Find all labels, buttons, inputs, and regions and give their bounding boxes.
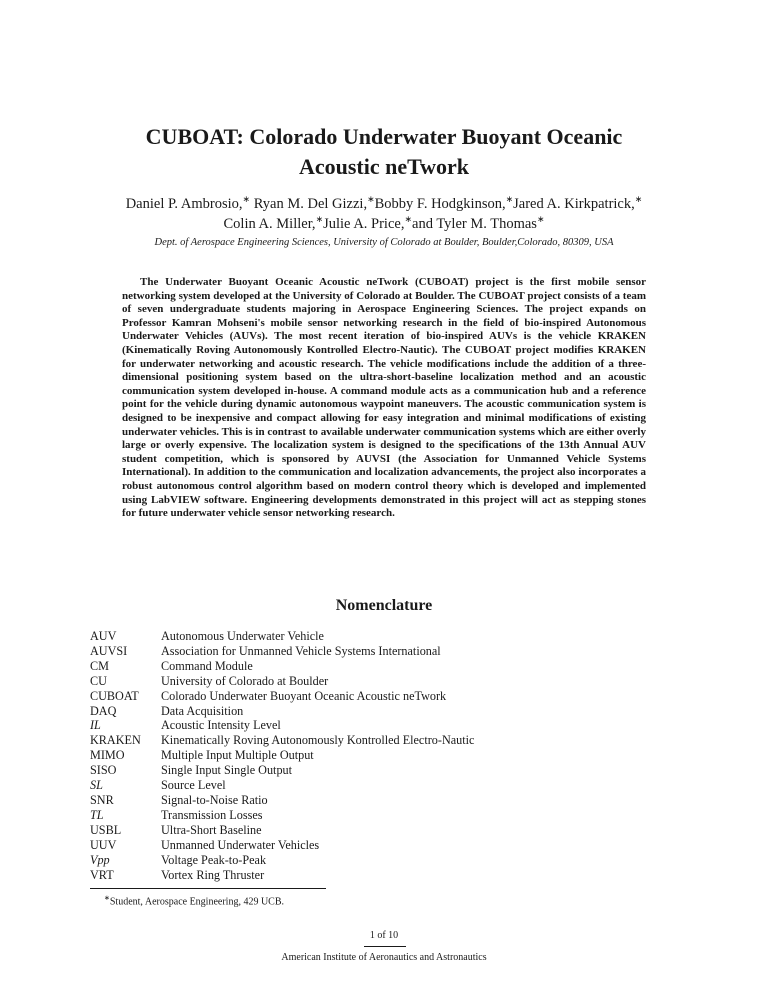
nomenclature-definition: Kinematically Roving Autonomously Kontrolled Electro-Nautic bbox=[161, 733, 475, 748]
abstract: The Underwater Buoyant Oceanic Acoustic neTwork (CUBOAT) project is the first mobile sensor networking system developed at the University of Colorado at Boulder. The CUBOAT project consists of a team of seven undergraduate students majoring in Aerospace Engineering Sciences. The project expands on Professor Kamran Mohseni's mobile sensor networking research in the field of bio-inspired Autonomous Underwater Vehicles (AUVs). The most recent iteration of bio-inspired AUVs is the vehicle KRAKEN (Kinematically Roving Autonomously Kontrolled Electro-Nautic). The CUBOAT project modifies KRAKEN for underwater networking and acoustic research. The vehicle modifications include the addition of a three-dimensional positioning system based on the ultra-short-baseline localization method and an acoustic communication system developed in-house. A command module acts as a communication hub and a reference point for the vehicle during dynamic autonomous waypoint maneuvers. The acoustic communication system is designed to be inexpensive and compact allowing for easy integration and minimal modifications of existing underwater vehicles. This is in contrast to available underwater communication systems which are either overly large or overly expensive. The localization system is designed to the specifications of the 13th Annual AUV student competition, which is sponsored by AUVSI (the Association for Unmanned Vehicle Systems International). In addition to the communication and localization advancements, the project also incorporates a robust autonomous control algorithm based on modern control theory which is developed and implemented using LabVIEW software. Engineering developments demonstrated in this project will act as stepping stones for future underwater vehicle sensor networking research. bbox=[122, 276, 646, 520]
author-footnote-mark: ∗ bbox=[634, 194, 643, 205]
nomenclature-row bbox=[90, 704, 690, 719]
author-name: and Tyler M. Thomas bbox=[412, 216, 537, 232]
footnote-mark: ∗ bbox=[104, 894, 110, 902]
nomenclature-definition: Source Level bbox=[161, 778, 226, 793]
nomenclature-definition: Ultra-Short Baseline bbox=[161, 822, 262, 837]
author-name: Colin A. Miller, bbox=[223, 216, 316, 232]
nomenclature-abbr: CUBOAT bbox=[90, 688, 139, 703]
nomenclature-row bbox=[90, 853, 690, 868]
nomenclature-definition: Signal-to-Noise Ratio bbox=[161, 792, 268, 807]
nomenclature-definition: Data Acquisition bbox=[161, 703, 244, 718]
nomenclature-row bbox=[90, 793, 690, 808]
nomenclature-row bbox=[90, 674, 690, 689]
nomenclature-definition: Unmanned Underwater Vehicles bbox=[161, 837, 320, 852]
authors-line-2 bbox=[60, 214, 708, 234]
nomenclature-definition: Vortex Ring Thruster bbox=[161, 867, 265, 882]
nomenclature-abbr: AUV bbox=[90, 629, 117, 643]
author-footnote-mark: ∗ bbox=[242, 194, 251, 205]
nomenclature-heading: Nomenclature bbox=[335, 597, 433, 614]
nomenclature-definition: Colorado Underwater Buoyant Oceanic Acoustic neTwork bbox=[161, 688, 447, 703]
nomenclature-abbr: DAQ bbox=[90, 703, 117, 718]
nomenclature-abbr: CU bbox=[90, 673, 107, 688]
nomenclature-definition: Transmission Losses bbox=[161, 807, 263, 822]
nomenclature-abbr: MIMO bbox=[90, 748, 125, 763]
nomenclature-definition: Command Module bbox=[161, 658, 253, 673]
nomenclature-row bbox=[90, 778, 690, 793]
nomenclature-row bbox=[90, 868, 690, 883]
title-line-1: CUBOAT: Colorado Underwater Buoyant Oceanic bbox=[145, 124, 623, 149]
paper-title bbox=[60, 122, 708, 182]
nomenclature-abbr: SL bbox=[90, 778, 103, 793]
footnote-text: Student, Aerospace Engineering, 429 UCB. bbox=[109, 896, 285, 908]
nomenclature-definition: Acoustic Intensity Level bbox=[161, 718, 281, 733]
nomenclature-row bbox=[90, 718, 690, 733]
nomenclature-abbr: VRT bbox=[90, 867, 114, 882]
nomenclature-row bbox=[90, 644, 690, 659]
nomenclature-abbr: KRAKEN bbox=[90, 733, 141, 748]
nomenclature-row bbox=[90, 748, 690, 763]
nomenclature-row bbox=[90, 659, 690, 674]
author-name: Daniel P. Ambrosio, bbox=[125, 196, 243, 212]
author-list bbox=[60, 194, 708, 234]
nomenclature-row bbox=[90, 808, 690, 823]
nomenclature-row bbox=[90, 733, 690, 748]
nomenclature-row bbox=[90, 823, 690, 838]
nomenclature-abbr: SISO bbox=[90, 763, 117, 778]
footnote bbox=[104, 892, 284, 908]
author-footnote-mark: ∗ bbox=[404, 214, 413, 225]
page-number: 1 of 10 bbox=[369, 930, 399, 941]
nomenclature-row bbox=[90, 763, 690, 778]
nomenclature-definition: Association for Unmanned Vehicle Systems International bbox=[161, 643, 441, 658]
nomenclature-abbr: AUVSI bbox=[90, 643, 128, 658]
author-footnote-mark: ∗ bbox=[536, 214, 545, 225]
authors-line-1 bbox=[60, 194, 708, 214]
nomenclature-row bbox=[90, 838, 690, 853]
nomenclature-row bbox=[90, 689, 690, 704]
nomenclature-abbr: USBL bbox=[90, 822, 122, 837]
footnote-rule bbox=[90, 888, 326, 889]
nomenclature-row bbox=[90, 629, 690, 644]
publisher-footer: American Institute of Aeronautics and Astronautics bbox=[281, 952, 487, 963]
author-footnote-mark: ∗ bbox=[315, 214, 324, 225]
nomenclature-abbr: SNR bbox=[90, 792, 114, 807]
nomenclature-abbr: CM bbox=[90, 658, 109, 673]
author-name: Jared A. Kirkpatrick, bbox=[513, 196, 635, 212]
author-name: Julie A. Price, bbox=[323, 216, 405, 232]
author-name: Ryan M. Del Gizzi, bbox=[250, 196, 368, 212]
nomenclature-abbr: TL bbox=[90, 807, 104, 822]
author-name: Bobby F. Hodgkinson, bbox=[374, 196, 506, 212]
nomenclature-definition: Voltage Peak-to-Peak bbox=[161, 852, 267, 867]
nomenclature-definition: Multiple Input Multiple Output bbox=[161, 748, 314, 763]
page-number-rule bbox=[364, 946, 406, 947]
author-footnote-mark: ∗ bbox=[505, 194, 514, 205]
nomenclature-definition: Single Input Single Output bbox=[161, 763, 293, 778]
nomenclature-list bbox=[90, 629, 690, 882]
title-line-2: Acoustic neTwork bbox=[298, 154, 470, 179]
nomenclature-abbr: IL bbox=[90, 718, 101, 733]
nomenclature-definition: University of Colorado at Boulder bbox=[161, 673, 329, 688]
affiliation: Dept. of Aerospace Engineering Sciences, University of Colorado at Boulder, Boulder,Colorado, 80309, USA bbox=[154, 237, 614, 248]
nomenclature-abbr: Vpp bbox=[90, 852, 110, 867]
author-footnote-mark: ∗ bbox=[367, 194, 375, 205]
nomenclature-definition: Autonomous Underwater Vehicle bbox=[161, 629, 324, 643]
nomenclature-abbr: UUV bbox=[90, 837, 117, 852]
